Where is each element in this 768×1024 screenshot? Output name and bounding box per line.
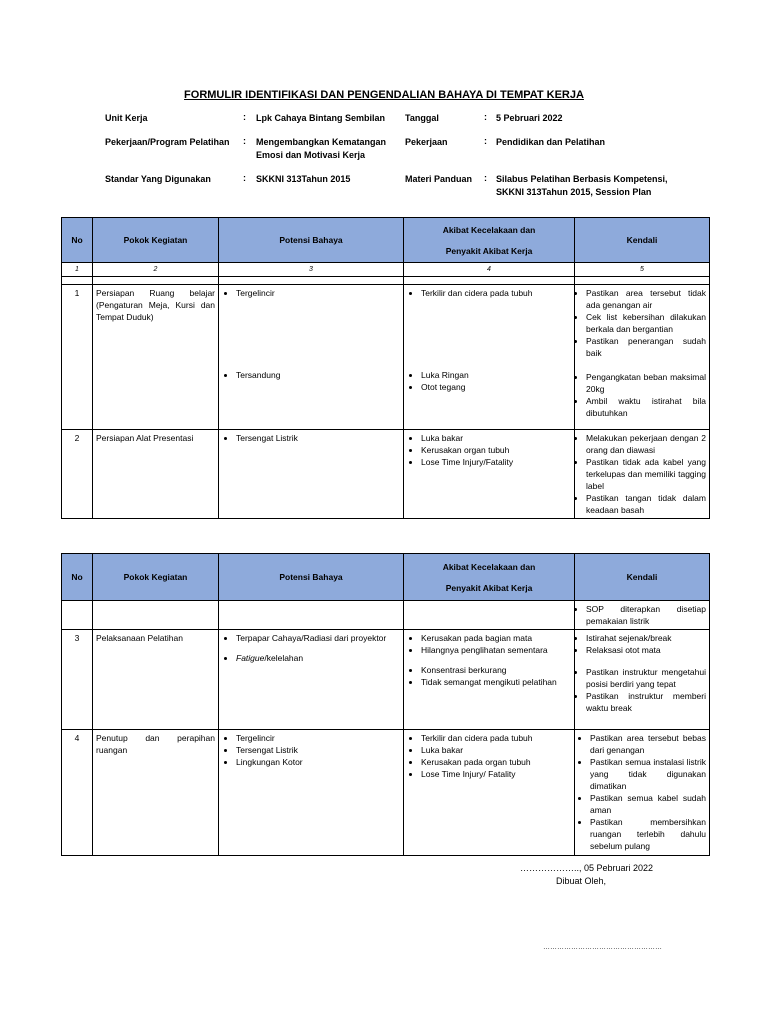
list-item: • Otot tegang <box>421 381 571 393</box>
list-item: • Pastikan semua kabel sudah aman <box>590 792 706 816</box>
unit-kerja-label: Unit Kerja <box>105 113 148 123</box>
list-item: • Cek list kebersihan dilakukan berkala dan bergantian <box>586 311 706 335</box>
list-item: • Kerusakan pada bagian mata <box>421 632 571 644</box>
table-row <box>62 630 710 730</box>
col-akibat-line2: Penyakit Akibat Kerja <box>445 245 533 256</box>
colon: : <box>484 112 487 122</box>
row-potensi <box>219 730 404 856</box>
signature-line: …………………………………………… <box>543 944 662 951</box>
col-akibat-line1: Akibat Kecelakaan dan <box>442 224 536 235</box>
table-row <box>62 285 710 430</box>
list-item: • Luka Ringan <box>421 369 571 381</box>
row-pokok: Persiapan Ruang belajar (Pengaturan Meja, Kursi dan Tempat Duduk) <box>93 285 219 430</box>
row-akibat <box>404 430 575 519</box>
col-number: 5 <box>575 263 710 277</box>
col-number: 1 <box>62 263 93 277</box>
row-no: 1 <box>62 285 93 430</box>
list-item: • Istirahat sejenak/break <box>586 632 706 644</box>
list-item: • Tersandung <box>236 369 400 381</box>
list-item: • Tersengat Listrik <box>236 744 400 756</box>
colon: : <box>243 173 246 183</box>
pekerjaan-program-value-1: Mengembangkan Kematangan <box>256 137 387 147</box>
table-row <box>62 430 710 519</box>
footer-dibuat-oleh: Dibuat Oleh, <box>556 876 607 886</box>
row-kendali <box>575 601 710 630</box>
hazard-table-2 <box>61 553 710 856</box>
materi-value-2: SKKNI 313Tahun 2015, Session Plan <box>496 187 652 197</box>
standar-label: Standar Yang Digunakan <box>105 174 211 184</box>
pekerjaan-value: Pendidikan dan Pelatihan <box>496 137 606 147</box>
row-kendali <box>575 630 710 730</box>
form-title: FORMULIR IDENTIFIKASI DAN PENGENDALIAN BAHAYA DI TEMPAT KERJA <box>184 89 584 101</box>
list-item: • Tersengat Listrik <box>236 432 400 444</box>
col-no: No <box>62 218 93 263</box>
tanggal-value: 5 Pebruari 2022 <box>496 113 563 123</box>
list-item: • Luka bakar <box>421 744 571 756</box>
colon: : <box>243 112 246 122</box>
row-pokok: Persiapan Alat Presentasi <box>93 430 219 519</box>
col-akibat <box>404 554 575 601</box>
list-item: • Pastikan area tersebut bebas dari genangan <box>590 732 706 756</box>
list-item: • Luka bakar <box>421 432 571 444</box>
list-item: • Terpapar Cahaya/Radiasi dari proyektor <box>236 632 400 644</box>
pekerjaan-label: Pekerjaan <box>405 137 448 147</box>
list-item: • Pastikan instruktur mengetahui posisi berdiri yang tepat <box>586 666 706 690</box>
unit-kerja-value: Lpk Cahaya Bintang Sembilan <box>256 113 386 123</box>
list-item: • Ambil waktu istirahat bila dibutuhkan <box>586 395 706 419</box>
row-akibat <box>404 285 575 430</box>
materi-label: Materi Panduan <box>405 174 473 184</box>
list-item: • Konsentrasi berkurang <box>421 664 571 676</box>
materi-value-1: Silabus Pelatihan Berbasis Kompetensi, <box>496 174 668 184</box>
list-item: • Kerusakan organ tubuh <box>421 444 571 456</box>
table-row <box>62 601 710 630</box>
row-potensi <box>219 630 404 730</box>
colon: : <box>484 173 487 183</box>
col-akibat-line1: Akibat Kecelakaan dan <box>442 561 536 572</box>
list-item: • Tergelincir <box>236 287 400 299</box>
col-pokok: Pokok Kegiatan <box>93 554 219 601</box>
row-kendali <box>575 285 710 430</box>
list-item: • Pastikan area tersebut tidak ada genangan air <box>586 287 706 311</box>
row-pokok: Pelaksanaan Pelatihan <box>93 630 219 730</box>
fatigue-text: Fatigue <box>236 653 265 663</box>
pekerjaan-program-value-2: Emosi dan Motivasi Kerja <box>256 150 366 160</box>
list-item: • Lose Time Injury/ Fatality <box>421 768 571 780</box>
kelelahan-text: /kelelahan <box>264 653 304 663</box>
colon: : <box>484 136 487 146</box>
row-potensi <box>219 285 404 430</box>
row-no: 2 <box>62 430 93 519</box>
list-item: • Pastikan semua instalasi listrik yang tidak digunakan dimatikan <box>590 756 706 792</box>
col-number: 2 <box>93 263 219 277</box>
row-akibat <box>404 630 575 730</box>
colon: : <box>243 136 246 146</box>
list-item <box>236 652 400 664</box>
list-item: • Melakukan pekerjaan dengan 2 orang dan diawasi <box>586 432 706 456</box>
row-no: 4 <box>62 730 93 856</box>
list-item: • Terkilir dan cidera pada tubuh <box>421 732 571 744</box>
col-kendali: Kendali <box>575 554 710 601</box>
list-item: • Tidak semangat mengikuti pelatihan <box>421 676 571 688</box>
col-potensi: Potensi Bahaya <box>219 218 404 263</box>
list-item: • Hilangnya penglihatan sementara <box>421 644 571 656</box>
row-no: 3 <box>62 630 93 730</box>
list-item: • Lose Time Injury/Fatality <box>421 456 571 468</box>
list-item: • Lingkungan Kotor <box>236 756 400 768</box>
hazard-table-1 <box>61 217 710 519</box>
list-item: • SOP diterapkan disetiap pemakaian listrik <box>586 603 706 627</box>
standar-value: SKKNI 313Tahun 2015 <box>256 174 351 184</box>
list-item: • Pastikan tangan tidak dalam keadaan basah <box>586 492 706 516</box>
list-item: • Kerusakan pada organ tubuh <box>421 756 571 768</box>
col-kendali: Kendali <box>575 218 710 263</box>
row-kendali <box>575 430 710 519</box>
list-item: • Pengangkatan beban maksimal 20kg <box>586 371 706 395</box>
col-number: 3 <box>219 263 404 277</box>
footer-date: ……………….., 05 Pebruari 2022 <box>520 863 654 873</box>
list-item: • Terkilir dan cidera pada tubuh <box>421 287 571 299</box>
col-number: 4 <box>404 263 575 277</box>
list-item: • Pastikan membersihkan ruangan terlebih dahulu sebelum pulang <box>590 816 706 852</box>
col-no: No <box>62 554 93 601</box>
list-item: • Pastikan penerangan sudah baik <box>586 335 706 359</box>
col-akibat <box>404 218 575 263</box>
pekerjaan-program-label: Pekerjaan/Program Pelatihan <box>105 137 230 147</box>
table-row <box>62 730 710 856</box>
row-kendali <box>575 730 710 856</box>
list-item: • Relaksasi otot mata <box>586 644 706 656</box>
list-item: • Tergelincir <box>236 732 400 744</box>
list-item: • Pastikan instruktur memberi waktu break <box>586 690 706 714</box>
col-potensi: Potensi Bahaya <box>219 554 404 601</box>
row-potensi <box>219 430 404 519</box>
list-item: • Pastikan tidak ada kabel yang terkelupas dan memiliki tagging label <box>586 456 706 492</box>
tanggal-label: Tanggal <box>405 113 439 123</box>
row-pokok: Penutup dan perapihan ruangan <box>93 730 219 856</box>
col-akibat-line2: Penyakit Akibat Kerja <box>445 582 533 593</box>
row-akibat <box>404 730 575 856</box>
col-pokok: Pokok Kegiatan <box>93 218 219 263</box>
